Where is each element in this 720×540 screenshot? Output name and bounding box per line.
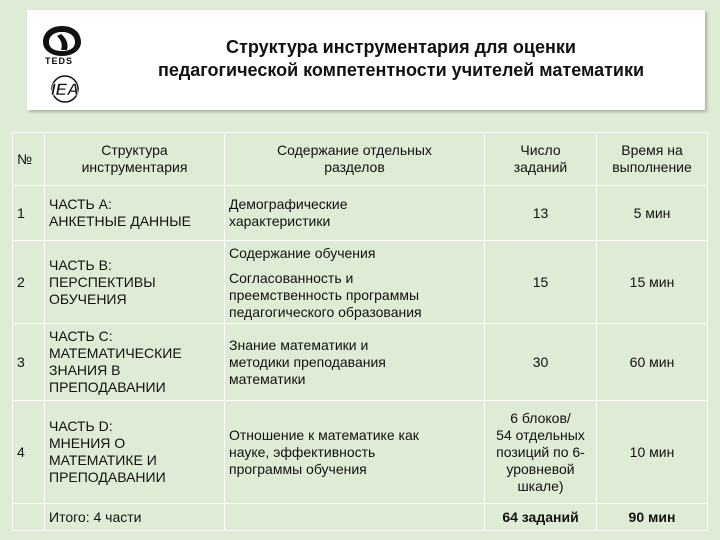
part-line: ЧАСТЬ А:: [49, 196, 112, 212]
header-structure-line: Структура: [101, 142, 168, 158]
iea-logo-icon: [37, 74, 93, 104]
header-number: [13, 133, 45, 186]
header-content: [225, 133, 485, 186]
content-line: педагогического образования: [229, 304, 422, 320]
content-line: Отношение к математике как: [229, 426, 419, 443]
table-row: [13, 186, 708, 241]
content-line: методики преподавания: [229, 353, 386, 370]
row-tasks: 15: [485, 241, 597, 324]
table-header-row: [13, 133, 708, 186]
content-line: Содержание обучения: [229, 245, 376, 261]
tasks-line: 6 блоков/: [510, 409, 571, 426]
total-empty-cell: [225, 504, 485, 531]
header-tasks-line: заданий: [513, 159, 568, 175]
slide-header: [27, 10, 705, 110]
header-number-text: №: [17, 150, 33, 167]
content-block: [229, 243, 480, 262]
total-time: 90 мин: [597, 504, 708, 531]
total-tasks: 64 заданий: [485, 504, 597, 531]
part-line: ЧАСТЬ В:: [49, 256, 112, 273]
part-line: ЗНАНИЯ В: [49, 362, 121, 378]
content-line: Знание математики и: [229, 336, 369, 353]
row-number: 2: [13, 241, 45, 324]
table-total-row: [13, 504, 708, 531]
row-tasks: [485, 401, 597, 504]
part-line: ПРЕПОДАВАНИИ: [49, 469, 166, 485]
header-content-line: Содержание отдельных: [277, 142, 432, 158]
row-part: [45, 324, 225, 401]
content-block: [229, 262, 480, 321]
row-content: [225, 324, 485, 401]
tasks-line: 54 отдельных: [496, 426, 585, 443]
teds-logo-text: TEDS: [45, 56, 74, 66]
part-line: ОБУЧЕНИЯ: [49, 290, 127, 307]
header-time-line: выполнение: [612, 159, 692, 175]
tasks-line: уровневой: [506, 460, 575, 477]
part-line: ЧАСТЬ D:: [49, 418, 113, 434]
part-line: МНЕНИЯ О: [49, 435, 126, 451]
header-content-line: разделов: [324, 159, 385, 175]
row-part: [45, 186, 225, 241]
content-line: программы обучения: [229, 460, 367, 477]
table-row: [13, 401, 708, 504]
header-structure: [45, 133, 225, 186]
row-part: [45, 401, 225, 504]
row-time: 5 мин: [597, 186, 708, 241]
header-tasks: [485, 133, 597, 186]
part-line: МАТЕМАТИКЕ И: [49, 452, 157, 468]
total-label: Итого: 4 части: [45, 504, 225, 531]
total-empty-cell: [13, 504, 45, 531]
content-line: Согласованность и: [229, 270, 354, 286]
tasks-line: позиций по 6-: [496, 443, 585, 460]
row-number: 4: [13, 401, 45, 504]
title-line-1: Структура инструментария для оценки: [226, 37, 576, 57]
header-time: [597, 133, 708, 186]
part-line: ПЕРСПЕКТИВЫ: [49, 273, 156, 290]
content-line: преемственность программы: [229, 287, 420, 303]
header-structure-line: инструментария: [81, 159, 188, 175]
row-tasks: 13: [485, 186, 597, 241]
row-content: [225, 241, 485, 324]
table-row: [13, 324, 708, 401]
content-line: характеристики: [229, 213, 331, 229]
title-line-2: педагогической компетентности учителей математики: [157, 60, 645, 80]
header-time-line: Время на: [621, 142, 683, 158]
row-number: 3: [13, 324, 45, 401]
header-tasks-line: Число: [520, 142, 561, 158]
content-line: науке, эффективность: [229, 443, 376, 460]
tasks-line: шкале): [517, 477, 564, 494]
content-line: математики: [229, 370, 306, 387]
instrument-structure-table: [12, 132, 708, 531]
row-number: 1: [13, 186, 45, 241]
svg-text:IEA: IEA: [50, 80, 80, 99]
row-time: 15 мин: [597, 241, 708, 324]
row-time: 10 мин: [597, 401, 708, 504]
table-row: [13, 241, 708, 324]
part-line: ПРЕПОДАВАНИИ: [49, 379, 166, 395]
content-line: Демографические: [229, 196, 348, 212]
row-content: [225, 186, 485, 241]
part-line: МАТЕМАТИЧЕСКИЕ: [49, 345, 182, 361]
part-line: ЧАСТЬ С:: [49, 328, 113, 344]
logo-group: [37, 24, 95, 108]
row-part: [45, 241, 225, 324]
slide-title: [117, 36, 685, 82]
row-content: [225, 401, 485, 504]
row-tasks: 30: [485, 324, 597, 401]
row-time: 60 мин: [597, 324, 708, 401]
part-line: АНКЕТНЫЕ ДАННЫЕ: [49, 213, 191, 229]
